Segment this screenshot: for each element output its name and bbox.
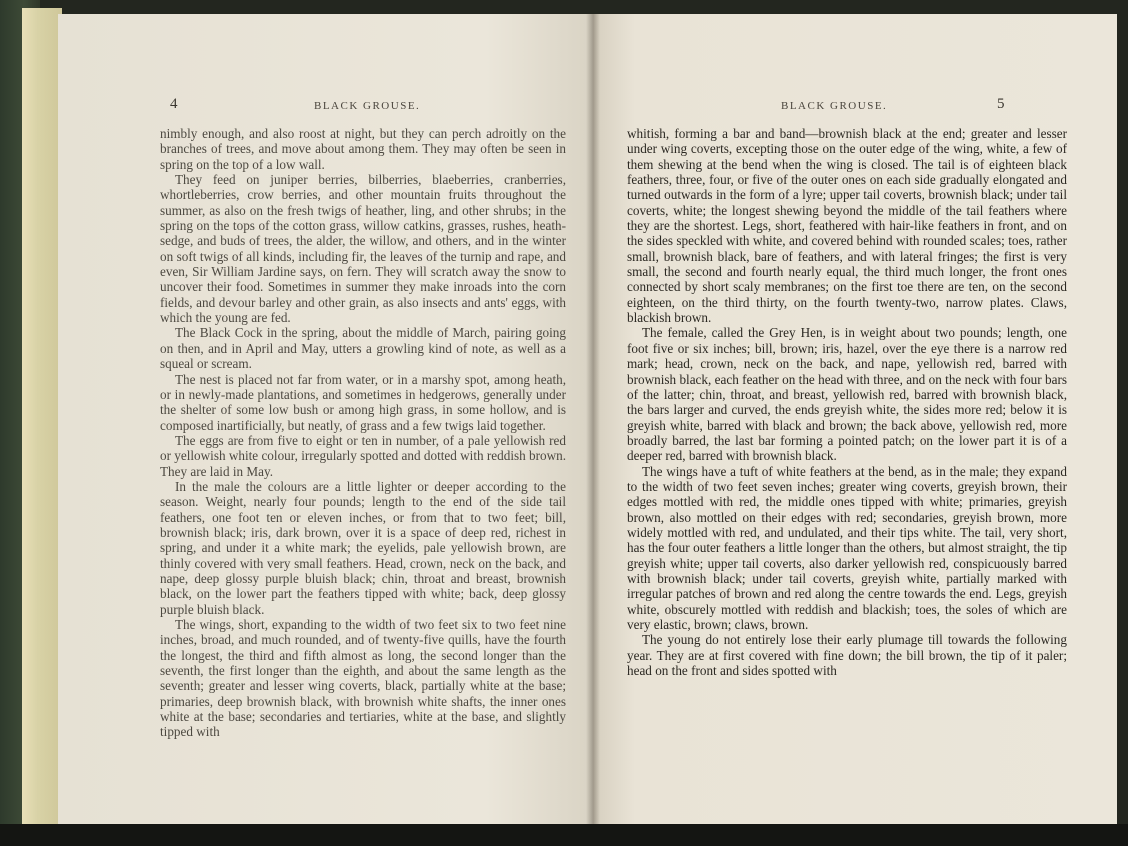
page-edges-left [22,8,62,828]
paragraph: nimbly enough, and also roost at night, but they can perch adroitly on the branches of trees, and move about among them. They may often be seen in spring on the top of a low wall. [160,126,566,172]
paragraph: The young do not entirely lose their early plumage till towards the following year. They are at first covered with fine down; the bill brown, the tip of it paler; head on the front and sides spotted with [627,632,1067,679]
paragraph: The eggs are from five to eight or ten in number, of a pale yellowish red or yellowish white colour, irregularly spotted and dotted with reddish brown. They are laid in May. [160,432,567,479]
paragraph: They feed on juniper berries, bilberries, blaeberries, cranberries, whortleberries, crow berries, and other mountain fruits throughout the summer, as also on the fresh twigs of heather, ling, and other shrubs; in the spring on the tops of the cotton grass, willow catkins, grasses, rushes, heath-sedge, and buds of trees, the alder, the willow, and others, and in the winter on soft twigs of all kinds, including fir, the leaves of the turnip and rape, and even, Sir William Jardine says, on fern. They will scratch away the snow to uncover their food. Sometimes in summer they make inroads into the corn fields, and devour barley and other grain, as also insects and ants' eggs, with which the young are fed. [160,172,566,326]
paragraph: whitish, forming a bar and band—brownish black at the end; greater and lesser under wing coverts, excepting those on the outer edge of the wing, white, a few of them shewing at the bend when the wing is closed. The tail is of eighteen black feathers, three, four, or five of the outer ones on each side gradually elongated and turned outwards in the form of a lyre; upper tail coverts, brownish black; under tail coverts, white; the longest shewing beyond the middle of the tail feathers where they are the shortest. Legs, short, feathered with hair-like feathers in front, and on the sides speckled with white, and covered behind with rounded scales; toes, rather small, brownish black, bare of feathers, and with lateral fringes; the first is very small, the second and fourth nearly equal, the third much longer, the front ones connected by short scaly membranes; on the first toe there are ten, on the second eighteen, on the third thirty, on the fourth twenty-two, narrow plates. Claws, blackish brown. [627,126,1067,326]
right-running-head: BLACK GROUSE. [781,100,888,112]
paragraph: The wings, short, expanding to the width of two feet six to two feet nine inches, broad, and much rounded, and of twenty-five quills, have the fourth the longest, the third and fifth almost as long, the second longer than the seventh, the first longer than the eighth, and about the same length as the seventh; greater and lesser wing coverts, black, partially white at the base; primaries, deep brownish black, with brownish white shafts, the inner ones white at the base; secondaries and tertiaries, white at the base, and slightly tipped with [160,617,566,740]
right-page-body [627,126,1067,678]
left-running-head: BLACK GROUSE. [314,100,421,112]
paragraph: The nest is placed not far from water, or in a marshy spot, among heath, or in newly-made plantations, and sometimes in hedgerows, generally under the shelter of some low bush or among high grass, in some hollow, and is composed inartificially, but neatly, of grass and a few twigs laid together. [160,371,566,433]
book-cover-bottom [0,824,1128,846]
paragraph: The Black Cock in the spring, about the middle of March, pairing going on then, and in April and May, utters a growling kind of note, as well as a squeal or scream. [160,325,566,372]
book-gutter [586,14,600,824]
right-page-number: 5 [997,96,1005,112]
paragraph: The wings have a tuft of white feathers at the bend, as in the male; they expand to the width of two feet seven inches; greater wing coverts, greyish brown, their edges mottled with red, the middle ones tipped with white; primaries, greyish brown, also mottled on their edges with red; secondaries, greyish brown, more widely mottled with red, and undulated, and their tips white. The tail, very short, has the four outer feathers a little longer than the others, but almost straight, the tip greyish white; upper tail coverts, also darker yellowish red, conspicuously barred with brownish black; under tail coverts, greyish white, partially marked with irregular patches of brown and red along the centre towards the end. Legs, greyish white, obscurely mottled with reddish and blackish; toes, the soles of which are very elastic, brown; claws, brown. [627,463,1067,632]
left-page-body [160,126,566,740]
right-page [593,14,1117,824]
left-page [58,14,593,824]
left-page-number: 4 [170,96,178,112]
paragraph: The female, called the Grey Hen, is in weight about two pounds; length, one foot five or six inches; bill, brown; iris, hazel, over the eye there is a narrow red mark; head, crown, neck on the back, and nape, yellowish red, barred with brownish black, each feather on the head with three, and on the neck with four bars of the latter; chin, throat, and breast, yellowish red, barred with brownish black, the bars larger and curved, the ends greyish white, the sides more red; below it is greyish white, barred with black and brown; the back above, yellowish red, more broadly barred, the last bar forming a pointed patch; on the lower part it is of a deeper red, barred with brownish black. [627,325,1067,464]
paragraph: In the male the colours are a little lighter or deeper according to the season. Weight, nearly four pounds; length to the end of the side tail feathers, one foot ten or eleven inches, or from that to two feet; bill, brownish black; iris, dark brown, over it is a space of deep red, richest in spring, and under it a white mark; the eyelids, pale yellowish brown, are thinly covered with very small feathers. Head, crown, neck on the back, and nape, deep glossy purple bluish black; chin, throat and breast, brownish black, on the lower part the feathers tipped with white; back, deep glossy purple bluish black. [160,478,566,617]
